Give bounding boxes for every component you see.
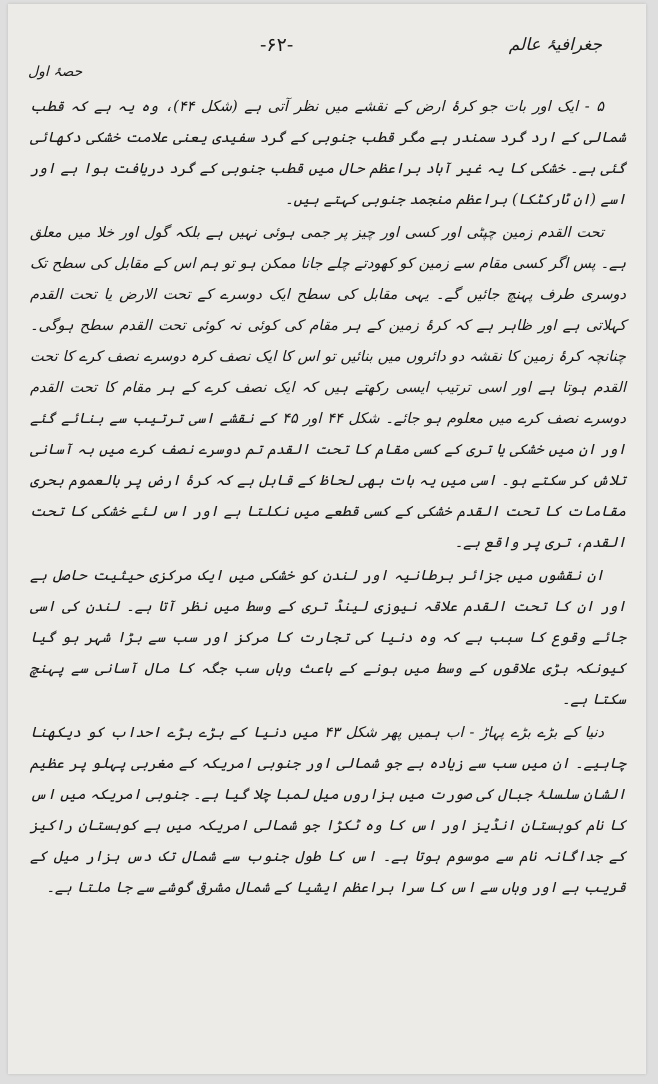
paragraph-antipodes: تحت القدم زمین چپٹی اور کسی اور چیز پر جمی ہوئی نہیں ہے بلکہ گول اور خلا میں معلق ہے۔ پس اگر کسی مقام سے زمین کو کھودتے چلے جانا ممکن ہو تو ہم اس کے مقابل کی سطح تک دوسری طرف پہنچ جائیں گے۔ یہی مقابل کی سطح ایک دوسرے کے تحت الارض یا تحت القدم کہلاتی ہے اور ظاہر ہے کہ کرۂ زمین کے ہر مقام کی کوئی نہ کوئی تحت القدم سطح ہوگی۔ چنانچہ کرۂ زمین کا نقشہ دو دائروں میں بنائیں تو اس کا ایک نصف کرہ دوسرے نصف کرے کا تحت القدم ہوتا ہے اور اسی ترتیب ایسی رکھتے ہیں کہ ایک نصف کرے کے ہر مقام کا تحت القدم دوسرے نصف کرے میں معلوم ہو جائے۔ شکل ۴۴ اور ۴۵ کے نقشے اسی ترتیب سے بنائے گئے اور ان میں خشکی یا تری کے کسی مقام کا تحت القدم تم دوسرے نصف کرے میں بہ آسانی تلاش کر سکتے ہو۔ اسی میں یہ بات بھی لحاظ کے قابل ہے کہ کرۂ ارض پر بالعموم بحری مقامات کا تحت القدم خشکی کے کسی قطعے میں نکلتا ہے اور اس لئے خشکی کا تحت القدم، تری پر واقع ہے۔ bbox=[30, 225, 626, 551]
page-number: -۶۲- bbox=[260, 34, 294, 56]
page-body bbox=[30, 92, 626, 906]
paragraph-antarctica: ۵ - ایک اور بات جو کرۂ ارض کے نقشے میں نظر آتی ہے (شکل ۴۴)، وہ یہ ہے کہ قطب شمالی کے ارد گرد سمندر ہے مگر قطب جنوبی کے گرد سفیدی یعنی علامت خشکی دکھائی گئی ہے۔ خشکی کا یہ غیر آباد براعظم حال میں قطب جنوبی کے گرد دریافت ہوا ہے اور اسے (ان ٹارکٹکا) براعظم منجمد جنوبی کہتے ہیں۔ bbox=[30, 99, 626, 208]
book-page bbox=[8, 4, 646, 1074]
paragraph-london: ان نقشوں میں جزائر برطانیہ اور لندن کو خشکی میں ایک مرکزی حیثیت حاصل ہے اور ان کا تحت القدم علاقہ نیوزی لینڈ تری کے وسط میں نظر آتا ہے۔ لندن کی اسی جائے وقوع کا سبب ہے کہ وہ دنیا کی تجارت کا مرکز اور سب سے بڑا شہر ہو گیا کیونکہ بڑی علاقوں کے وسط میں ہونے کے باعث وہاں سب جگہ کا مال آسانی سے پہنچ سکتا ہے۔ bbox=[30, 568, 626, 708]
paragraph-mountains: دنیا کے بڑے بڑے پہاڑ - اب ہمیں پھر شکل ۴۳ میں دنیا کے بڑے بڑے احداب کو دیکھنا چاہیے۔ ان میں سب سے زیادہ بے جو شمالی اور جنوبی امریکہ کے مغربی پہلو پر عظیم الشان سلسلۂ جبال کی صورت میں ہزاروں میل لمبا چلا گیا ہے۔ جنوبی امریکہ میں اس کا نام کوہستان انڈیز اور اس کا وہ ٹکڑا جو شمالی امریکہ میں ہے کوہستان راکیز کے جداگانہ نام سے موسوم ہوتا ہے۔ اس کا طول جنوب سے شمال تک دس ہزار میل کے قریب ہے اور وہاں سے اس کا سرا براعظم ایشیا کے شمال مشرقی گوشے سے جا ملتا ہے۔ bbox=[30, 725, 626, 896]
section-label: حصۂ اول bbox=[28, 64, 83, 80]
running-header-title: جغرافیۂ عالم bbox=[508, 35, 602, 55]
